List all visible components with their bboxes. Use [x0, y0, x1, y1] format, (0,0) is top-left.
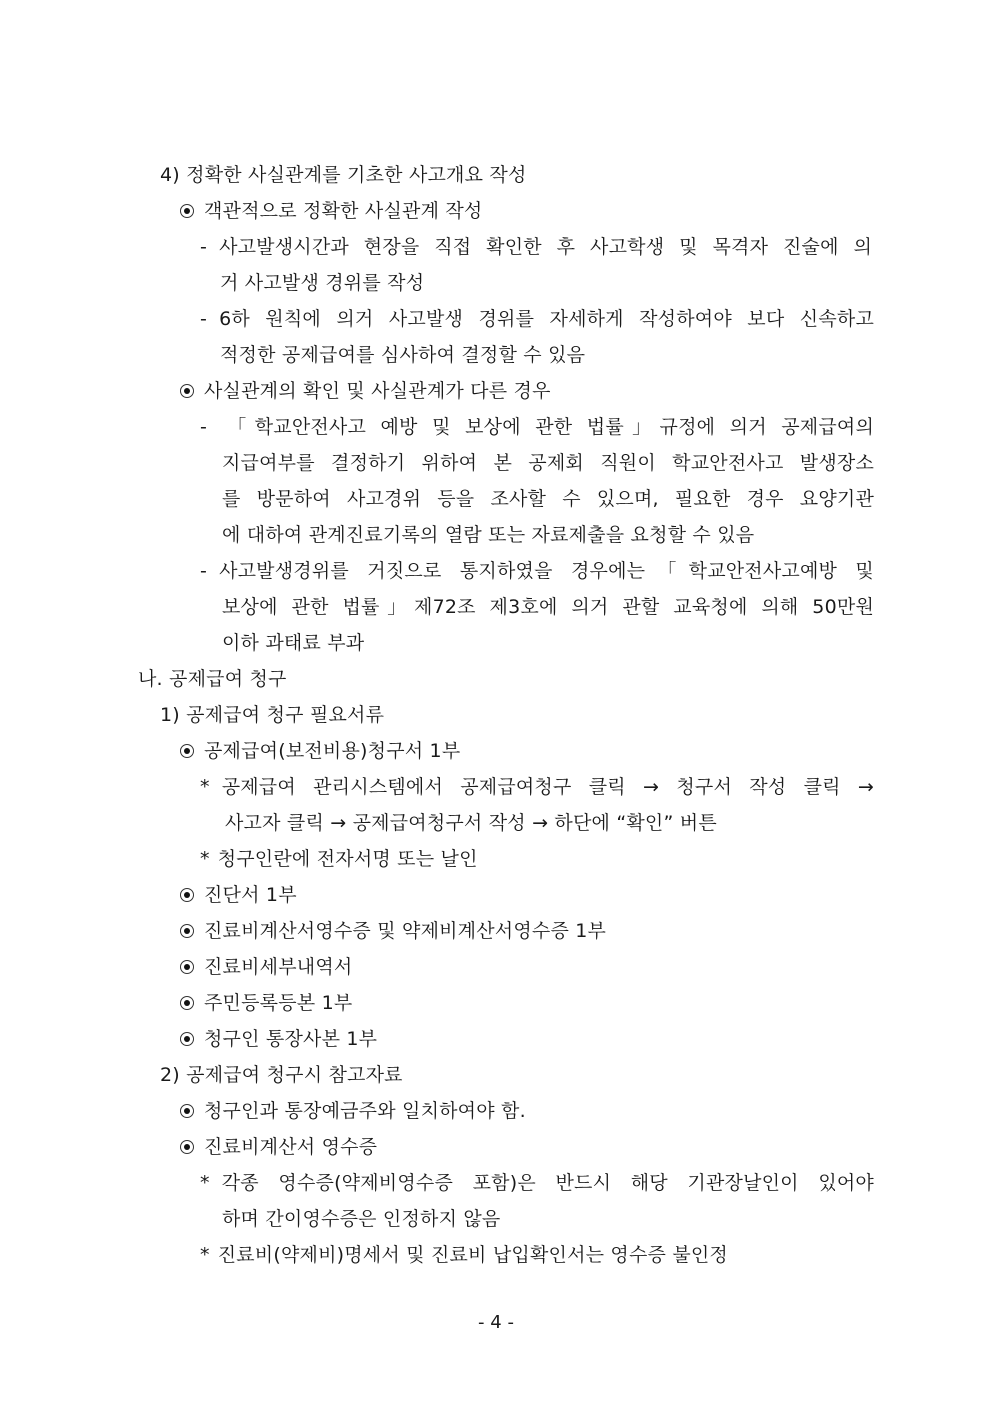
dash-item-continuation: 적정한 공제급여를 심사하여 결정할 수 있음: [220, 344, 586, 366]
radio-bullet-icon: [180, 204, 194, 218]
radio-bullet-icon: [180, 1104, 194, 1118]
note-item-continuation: 하며 간이영수증은 인정하지 않음: [222, 1208, 501, 1230]
section-na-heading: 나. 공제급여 청구: [138, 668, 287, 690]
note-item: * 진료비(약제비)명세서 및 진료비 납입확인서는 영수증 불인정: [200, 1244, 728, 1266]
dash-item: - 6하 원칙에 의거 사고발생 경위를 자세하게 작성하여야 보다 신속하고: [200, 308, 874, 330]
document-item: 청구인 통장사본 1부: [180, 1027, 377, 1051]
subsection-1-heading: 1) 공제급여 청구 필요서류: [160, 704, 385, 726]
document-item: 주민등록등본 1부: [180, 991, 352, 1015]
bullet-item: 진료비계산서 영수증: [180, 1135, 377, 1159]
note-item: * 각종 영수증(약제비영수증 포함)은 반드시 해당 기관장날인이 있어야: [200, 1172, 874, 1194]
dash-item: - 사고발생경위를 거짓으로 통지하였을 경우에는「학교안전사고예방 및: [200, 560, 874, 582]
note-item-continuation: 사고자 클릭 → 공제급여청구서 작성 → 하단에 “확인” 버튼: [225, 812, 717, 834]
bullet-item: 객관적으로 정확한 사실관계 작성: [180, 199, 482, 223]
note-item: * 공제급여 관리시스템에서 공제급여청구 클릭 → 청구서 작성 클릭 →: [200, 776, 874, 798]
radio-bullet-icon: [180, 960, 194, 974]
section-4-heading: 4) 정확한 사실관계를 기초한 사고개요 작성: [160, 164, 527, 186]
bullet-item: 청구인과 통장예금주와 일치하여야 함.: [180, 1099, 526, 1123]
dash-item-continuation: 에 대하여 관계진료기록의 열람 또는 자료제출을 요청할 수 있음: [222, 524, 755, 546]
dash-item: - 사고발생시간과 현장을 직접 확인한 후 사고학생 및 목격자 진술에 의: [200, 236, 872, 258]
radio-bullet-icon: [180, 1140, 194, 1154]
dash-item-continuation: 이하 과태료 부과: [222, 632, 365, 654]
dash-item-continuation: 거 사고발생 경위를 작성: [220, 272, 425, 294]
document-item: 진단서 1부: [180, 883, 297, 907]
bullet-item: 사실관계의 확인 및 사실관계가 다른 경우: [180, 379, 551, 403]
radio-bullet-icon: [180, 924, 194, 938]
radio-bullet-icon: [180, 888, 194, 902]
radio-bullet-icon: [180, 996, 194, 1010]
radio-bullet-icon: [180, 384, 194, 398]
dash-item-continuation: 를 방문하여 사고경위 등을 조사할 수 있으며, 필요한 경우 요양기관: [222, 488, 874, 510]
dash-item-continuation: 보상에 관한 법률」제72조 제3호에 의거 관할 교육청에 의해 50만원: [222, 596, 874, 618]
note-item: * 청구인란에 전자서명 또는 날인: [200, 848, 478, 870]
dash-item: - 「학교안전사고 예방 및 보상에 관한 법률」규정에 의거 공제급여의: [200, 416, 874, 438]
page-number: - 4 -: [478, 1312, 514, 1333]
radio-bullet-icon: [180, 1032, 194, 1046]
radio-bullet-icon: [180, 744, 194, 758]
document-item: 진료비계산서영수증 및 약제비계산서영수증 1부: [180, 919, 606, 943]
bullet-item: 공제급여(보전비용)청구서 1부: [180, 739, 460, 763]
subsection-2-heading: 2) 공제급여 청구시 참고자료: [160, 1064, 403, 1086]
dash-item-continuation: 지급여부를 결정하기 위하여 본 공제회 직원이 학교안전사고 발생장소: [222, 452, 874, 474]
document-item: 진료비세부내역서: [180, 955, 352, 979]
